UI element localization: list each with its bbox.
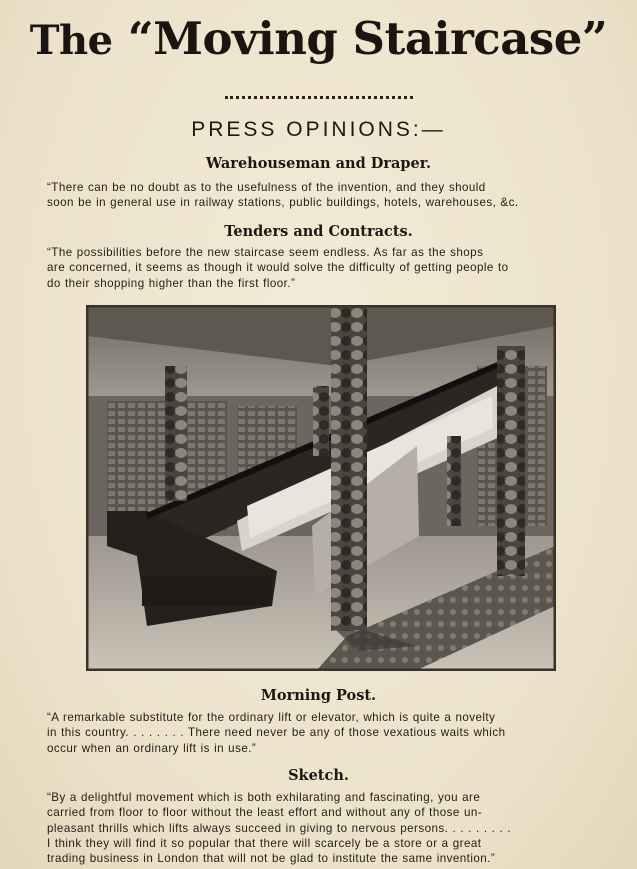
title-main: “Moving Staircase” [127, 12, 608, 65]
quote-line: soon be in general use in railway stations, public buildings, hotels, warehouses, &c. [47, 196, 519, 210]
quote-line: carried from floor to floor without the least effort and without any of those un- [47, 806, 483, 820]
quote-morning-post [47, 710, 505, 756]
quote-warehouseman [47, 180, 519, 211]
source-heading-sketch: Sketch. [288, 767, 349, 784]
escalator-illustration [87, 306, 555, 670]
quote-line: “By a delightful movement which is both exhilarating and fascinating, you are [47, 791, 481, 804]
page-title [0, 12, 637, 65]
quote-line: occur when an ordinary lift is in use.” [47, 741, 257, 755]
dotted-divider [225, 96, 413, 99]
quote-line: do their shopping higher than the first floor.” [47, 276, 296, 290]
quote-line: trading business in London that will not be glad to institute the same invention.” [47, 852, 496, 866]
quote-line: “A remarkable substitute for the ordinary lift or elevator, which is quite a novelty [47, 711, 496, 724]
quote-sketch [47, 790, 511, 866]
quote-line: “There can be no doubt as to the usefulness of the invention, and they should [47, 181, 486, 194]
source-heading-morning-post: Morning Post. [260, 687, 377, 704]
title-article: The [29, 17, 113, 64]
quote-line: in this country. . . . . . . . There need never be any of those vexatious waits which [47, 726, 506, 740]
source-heading-warehouseman: Warehouseman and Draper. [205, 155, 432, 172]
quote-line: I think they will find it so popular that there will scarcely be a store or a great [47, 836, 482, 850]
quote-tenders [47, 245, 509, 291]
quote-line: are concerned, it seems as though it would solve the difficulty of getting people to [47, 261, 509, 275]
source-heading-tenders: Tenders and Contracts. [224, 223, 413, 240]
quote-line: pleasant thrills which lifts always succeed in giving to nervous persons. . . . . . . . . [47, 821, 512, 835]
escalator-photograph [86, 305, 556, 671]
quote-line: “The possibilities before the new staircase seem endless. As far as the shops [47, 246, 484, 259]
press-opinions-heading: PRESS OPINIONS:— [191, 118, 446, 141]
